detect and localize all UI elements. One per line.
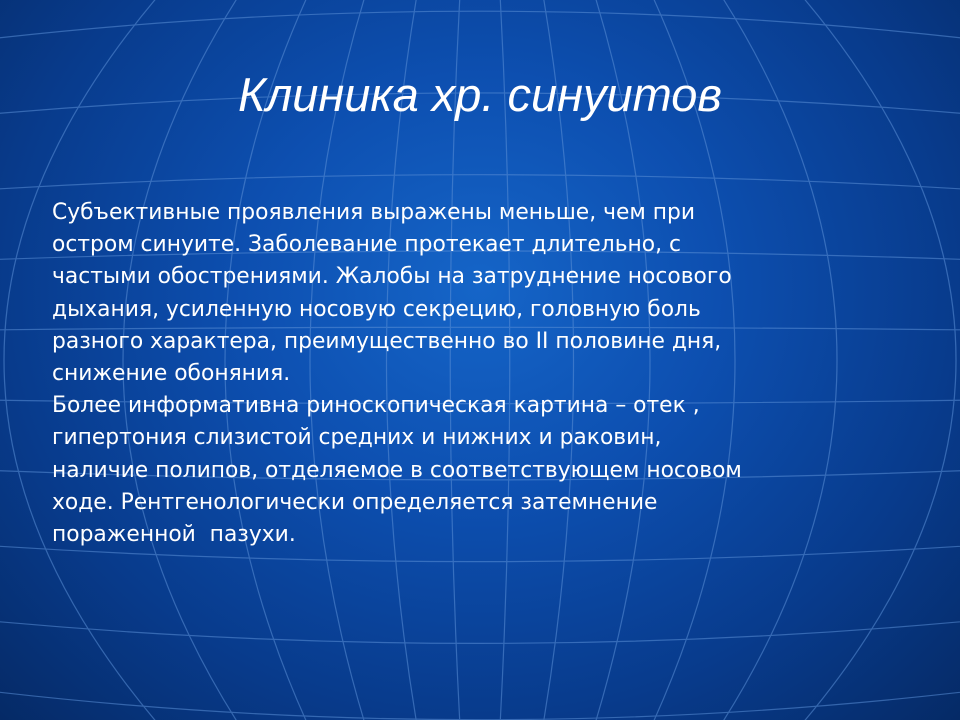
body-line: Более информативна риноскопическая картина – отек , xyxy=(52,393,700,419)
body-line: наличие полипов, отделяемое в соответствующем носовом xyxy=(52,457,742,483)
body-line: ходе. Рентгенологически определяется затемнение xyxy=(52,489,658,515)
body-line: остром синуите. Заболевание протекает длительно, с xyxy=(52,232,681,258)
body-line: снижение обоняния. xyxy=(52,361,291,387)
body-line: гипертония слизистой средних и нижних и раковин, xyxy=(52,425,662,451)
grid-parallel-line xyxy=(0,690,960,720)
body-line: частыми обострениями. Жалобы на затруднение носового xyxy=(52,264,732,290)
body-line: Субъективные проявления выражены меньше, чем при xyxy=(52,200,695,225)
body-line: пораженной пазухи. xyxy=(52,522,296,548)
slide-body-text xyxy=(52,197,912,551)
body-line: дыхания, усиленную носовую секрецию, головную боль xyxy=(52,296,701,322)
grid-parallel-line xyxy=(0,175,960,190)
grid-parallel-line xyxy=(0,11,960,40)
grid-parallel-line xyxy=(0,620,960,643)
body-line: разного характера, преимущественно во II половине дня, xyxy=(52,328,722,354)
slide-title: Клиника хр. синуитов xyxy=(238,68,722,121)
